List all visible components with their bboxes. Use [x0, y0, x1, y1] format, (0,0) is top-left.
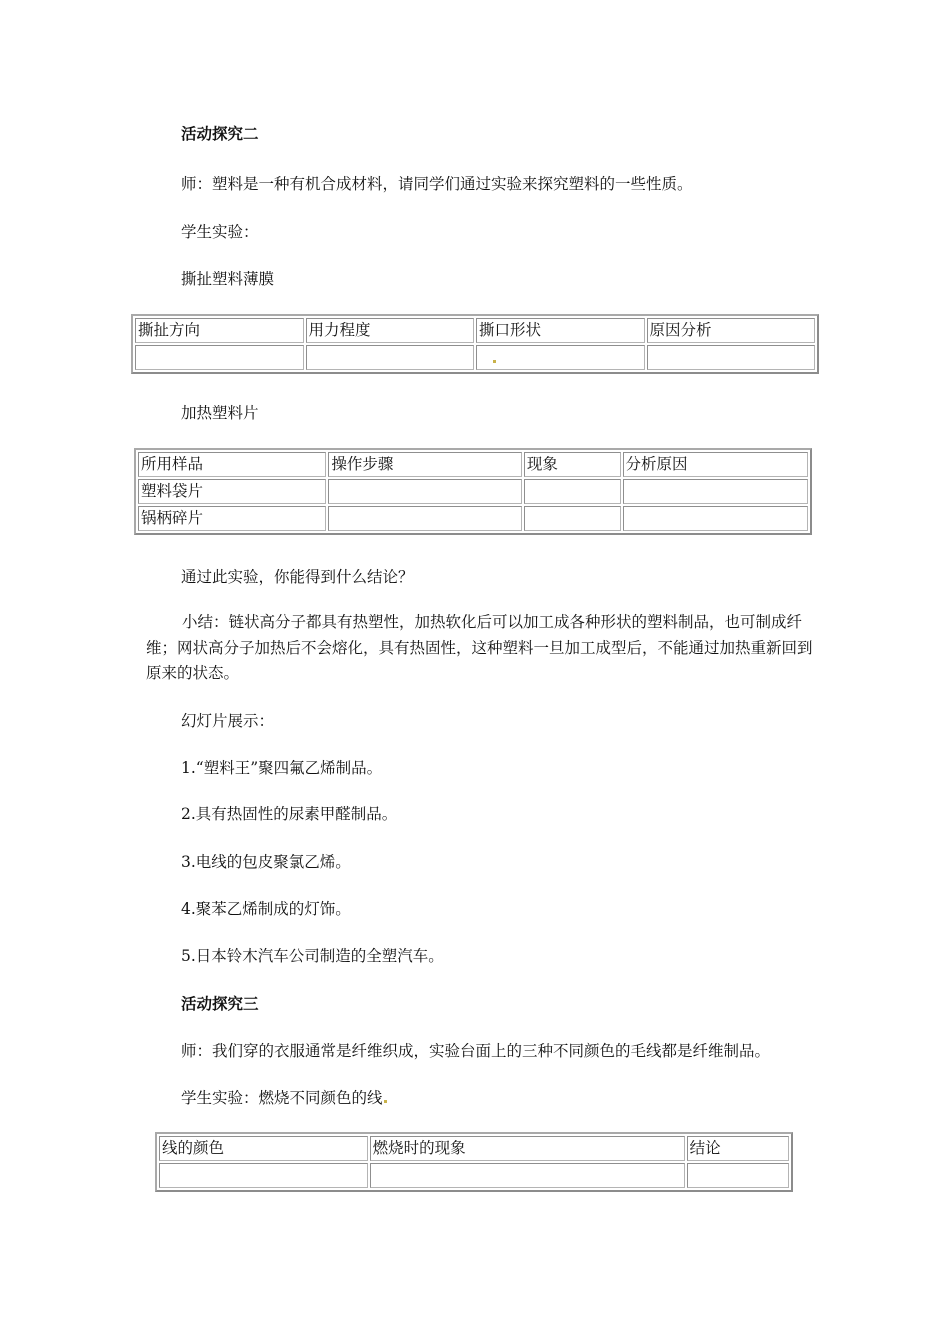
table-cell: [687, 1163, 789, 1188]
table-cell: [370, 1163, 685, 1188]
table-cell: 塑料袋片: [138, 479, 326, 504]
table-header-cell: 分析原因: [623, 452, 808, 477]
slide-item: 2.具有热固性的尿素甲醛制品。: [181, 805, 398, 823]
teacher-paragraph-2: 师：我们穿的衣服通常是纤维织成，实验台面上的三种不同颜色的毛线都是纤维制品。: [181, 1042, 771, 1060]
tear-film-title: 撕扯塑料薄膜: [181, 270, 275, 288]
slide-item: 3.电线的包皮聚氯乙烯。: [181, 853, 351, 871]
slide-item: 1.“塑料王”聚四氟乙烯制品。: [181, 759, 383, 777]
tear-table: [131, 314, 819, 374]
student-experiment-label-2: [181, 1088, 387, 1108]
table-cell: [647, 345, 816, 370]
table-cell: [328, 479, 521, 504]
slide-item: 5.日本铃木汽车公司制造的全塑汽车。: [181, 947, 444, 965]
table-cell: [306, 345, 475, 370]
table-header-cell: 现象: [524, 452, 621, 477]
table-cell: [476, 345, 645, 370]
table-cell: [623, 479, 808, 504]
table-cell: [328, 506, 521, 531]
table-header-cell: 燃烧时的现象: [370, 1136, 685, 1161]
table-header-cell: 线的颜色: [159, 1136, 368, 1161]
student-experiment-label-1: 学生实验：: [181, 223, 259, 241]
table-cell: [159, 1163, 368, 1188]
student-experiment-text: 学生实验：燃烧不同颜色的线: [181, 1089, 383, 1107]
table-header-row: [159, 1136, 789, 1161]
table-row: [159, 1163, 789, 1188]
table-header-cell: 撕口形状: [476, 318, 645, 343]
table-header-cell: 结论: [687, 1136, 789, 1161]
burn-thread-table: [155, 1132, 793, 1192]
slides-label: 幻灯片展示：: [181, 712, 275, 730]
question-paragraph: 通过此实验，你能得到什么结论？: [181, 568, 414, 586]
summary-paragraph: [146, 610, 814, 687]
summary-text: 小结：链状高分子都具有热塑性，加热软化后可以加工成各种形状的塑料制品，也可制成纤维；网状高分子加热后不会熔化，具有热固性，这种塑料一旦加工成型后，不能通过加热重新回到原来的状态。: [146, 613, 813, 682]
table-cell: [524, 506, 621, 531]
table-header-cell: 用力程度: [306, 318, 475, 343]
slide-item: 4.聚苯乙烯制成的灯饰。: [181, 900, 351, 918]
teacher-paragraph-1: 师：塑料是一种有机合成材料，请同学们通过实验来探究塑料的一些性质。: [181, 175, 693, 193]
table-cell: 锅柄碎片: [138, 506, 326, 531]
table-header-row: [138, 452, 808, 477]
table-header-cell: 所用样品: [138, 452, 326, 477]
table-header-row: [135, 318, 815, 343]
table-header-cell: 操作步骤: [328, 452, 521, 477]
heading-activity2: 活动探究二: [181, 124, 259, 143]
mark-dot: [493, 360, 496, 363]
table-row: [138, 506, 808, 531]
table-row: [135, 345, 815, 370]
table-cell: [524, 479, 621, 504]
table-row: [138, 479, 808, 504]
table-header-cell: 撕扯方向: [135, 318, 304, 343]
mark-dot: [384, 1100, 387, 1103]
table-header-cell: 原因分析: [647, 318, 816, 343]
heading-activity3: 活动探究三: [181, 994, 259, 1013]
heat-plastic-title: 加热塑料片: [181, 404, 259, 422]
heat-table: [134, 448, 812, 535]
table-cell: [135, 345, 304, 370]
table-cell: [623, 506, 808, 531]
